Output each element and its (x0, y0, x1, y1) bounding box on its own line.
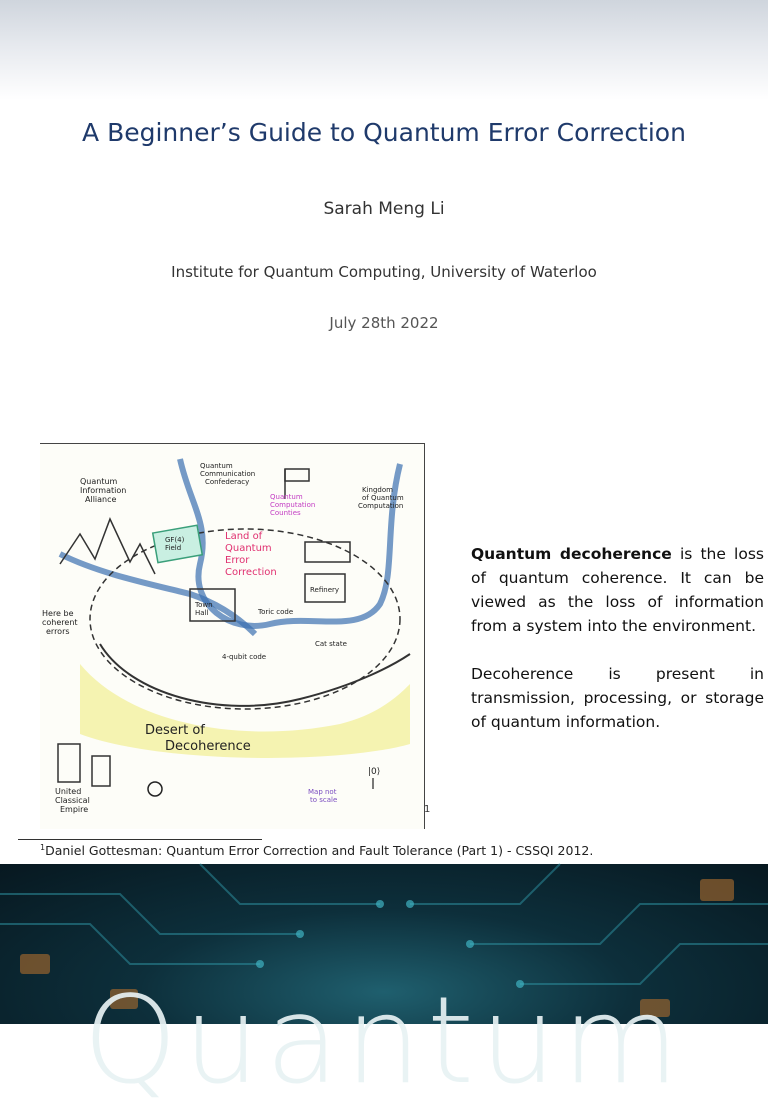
svg-text:to scale: to scale (310, 796, 338, 804)
svg-text:Cat state: Cat state (315, 640, 347, 648)
footnote-sup: 1 (40, 843, 46, 852)
svg-text:|0⟩: |0⟩ (368, 767, 381, 777)
svg-text:Hall: Hall (195, 609, 209, 617)
svg-text:Correction: Correction (225, 567, 277, 578)
svg-text:Error: Error (225, 555, 250, 566)
svg-text:Classical: Classical (55, 796, 90, 805)
svg-text:Decoherence: Decoherence (165, 739, 251, 754)
svg-text:United: United (55, 787, 82, 796)
svg-text:Land of: Land of (225, 531, 263, 542)
svg-text:Town: Town (195, 601, 213, 609)
svg-text:Empire: Empire (60, 805, 89, 814)
svg-text:GF(4): GF(4) (165, 536, 185, 544)
svg-text:Here be: Here be (42, 609, 74, 618)
author: Sarah Meng Li (323, 199, 445, 219)
svg-text:errors: errors (46, 627, 70, 636)
svg-text:Kingdom: Kingdom (362, 486, 393, 494)
svg-text:4-qubit code: 4-qubit code (222, 653, 267, 661)
svg-text:coherent: coherent (42, 618, 78, 627)
svg-text:Field: Field (165, 544, 182, 552)
header-band (0, 0, 768, 100)
svg-text:Refinery: Refinery (310, 586, 340, 594)
banner-image (0, 864, 768, 1111)
qec-map-illustration (40, 443, 425, 829)
svg-text:Quantum: Quantum (80, 477, 118, 486)
term-decoherence: Quantum decoherence (471, 545, 672, 563)
description-p1-rest: is the loss of quantum coherence. It can be viewed as the loss of information from a system into the environment. (471, 545, 764, 635)
description (471, 542, 764, 758)
svg-text:Information: Information (80, 486, 127, 495)
svg-text:Communication: Communication (200, 470, 256, 478)
svg-text:Toric code: Toric code (258, 608, 294, 616)
svg-text:Quantum: Quantum (200, 462, 233, 470)
svg-text:Counties: Counties (270, 509, 301, 517)
svg-text:Computation: Computation (270, 501, 316, 509)
description-paragraph-2: Decoherence is present in transmission, processing, or storage of quantum information. (471, 665, 764, 731)
svg-text:Quantum: Quantum (225, 543, 272, 554)
map-footnote-mark: 1 (424, 804, 431, 815)
slide-title: A Beginner’s Guide to Quantum Error Correction (82, 118, 686, 147)
svg-text:Confederacy: Confederacy (205, 478, 250, 486)
institute: Institute for Quantum Computing, University of Waterloo (171, 263, 597, 281)
footnote (40, 843, 593, 858)
svg-text:Alliance: Alliance (85, 495, 117, 504)
description-paragraph-1 (471, 542, 764, 638)
svg-text:Quantum: Quantum (270, 493, 303, 501)
svg-text:of Quantum: of Quantum (362, 494, 404, 502)
date: July 28th 2022 (329, 314, 439, 332)
footnote-rule (18, 839, 262, 840)
svg-text:Map not: Map not (308, 788, 337, 796)
footnote-text: Daniel Gottesman: Quantum Error Correction and Fault Tolerance (Part 1) - CSSQI 2012. (45, 843, 594, 859)
svg-text:Desert of: Desert of (145, 723, 205, 738)
banner-word: Quantum (82, 972, 686, 1111)
svg-text:Computation: Computation (358, 502, 404, 510)
